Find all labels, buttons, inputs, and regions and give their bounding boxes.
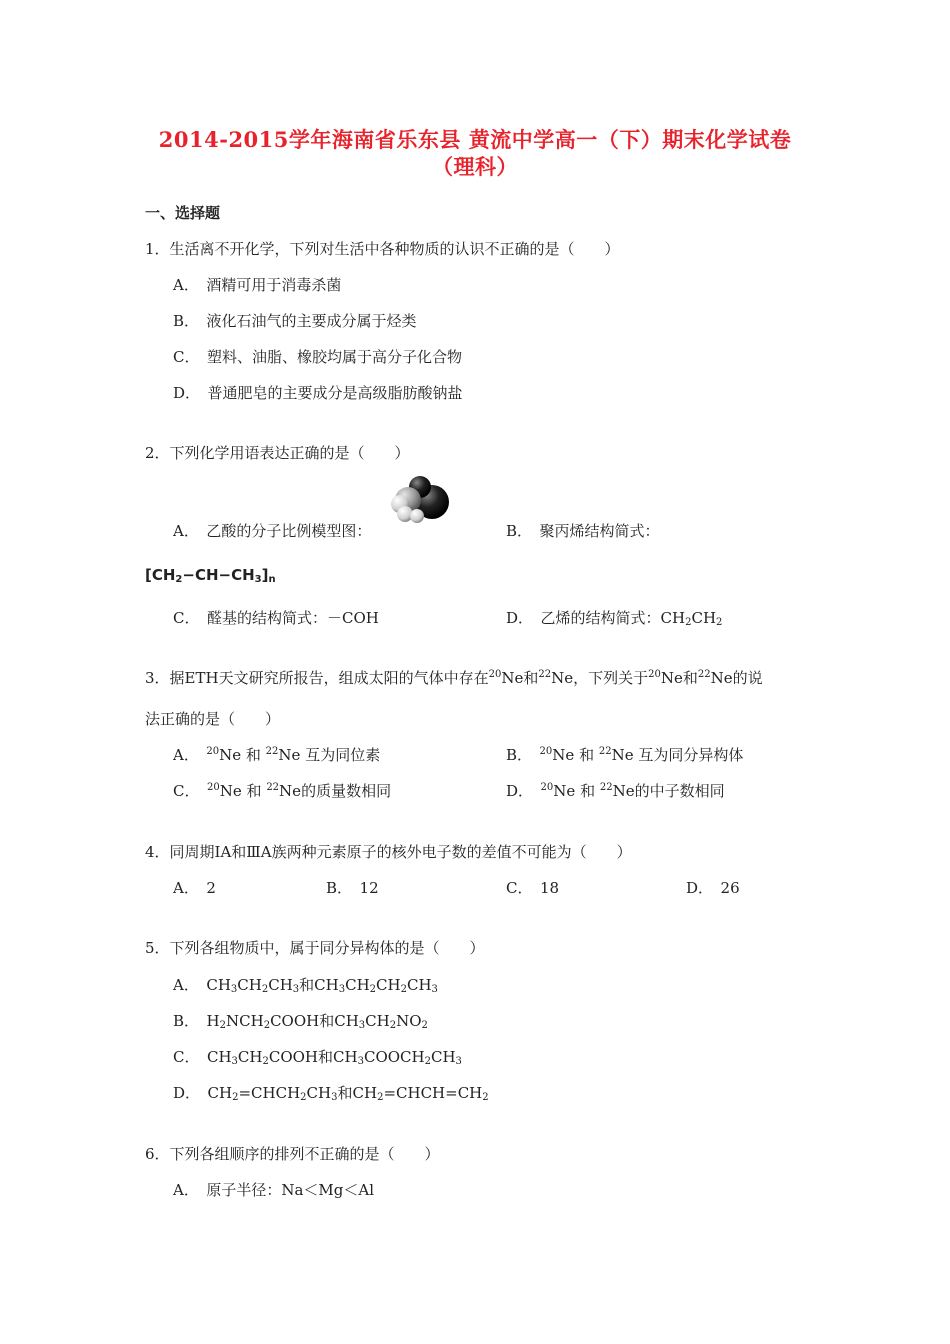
polymer-sub1: 2 [175,574,183,585]
q2-option-d: D． 乙烯的结构简式：$CH_2CH_2$ [506,609,723,628]
q3-stem-line2: 法正确的是（ ） [145,710,281,728]
q2-stem: 2．下列化学用语表达正确的是（ ） [145,444,410,462]
polymer-n: n [268,574,276,585]
q4-stem: 4．同周期ⅠA和ⅢA族两种元素原子的核外电子数的差值不可能为（ ） [145,843,632,861]
q4-option-c: C． 18 [506,879,560,897]
q4-option-a: A． 2 [173,879,216,897]
q3-stem: 3．据ETH天文研究所报告，组成太阳的气体中存在$^{20}$Ne和$^{22}$Ne，下列关于$^{20}$Ne和$^{22}$Ne的说 [145,669,763,687]
q2-option-b: B． 聚丙烯结构简式： [506,522,660,540]
exam-title-line1: 2014-2015学年海南省乐东县 黄流中学高一（下）期末化学试卷 [158,127,792,152]
q4-option-b: B． 12 [326,879,379,897]
q5-option-a: A． $CH_3CH_2CH_3$和$CH_3CH_2CH_2CH_3$ [173,976,438,995]
section-heading: 一、选择题 [145,204,221,222]
q1-option-a: A． 酒精可用于消毒杀菌 [173,276,342,294]
q5-stem: 5．下列各组物质中，属于同分异构体的是（ ） [145,939,485,957]
polypropylene-formula [145,566,276,585]
polymer-ch: CH [151,566,176,584]
q1-stem: 1．生活离不开化学，下列对生活中各种物质的认识不正确的是（ ） [145,240,620,258]
q5-option-b: B． $H_2NCH_2COOH$和$CH_3CH_2NO_2$ [173,1012,428,1031]
polymer-bracket-left: [ [145,566,152,584]
q2-option-a: A． 乙酸的分子比例模型图： [173,522,372,540]
q6-option-a: A． 原子半径：Na＜Mg＜Al [173,1181,374,1199]
polymer-mid: −CH−CH [182,566,255,584]
q1-option-b: B． 液化石油气的主要成分属于烃类 [173,312,417,330]
q3-option-b: B． $^{20}$Ne 和 $^{22}$Ne 互为同分异构体 [506,746,744,764]
acetic-acid-model-image [388,474,456,524]
q1-option-d: D． 普通肥皂的主要成分是高级脂肪酸钠盐 [173,384,463,402]
q3-option-d: D． $^{20}$Ne 和 $^{22}$Ne的中子数相同 [506,782,725,800]
q4-option-d: D． 26 [686,879,740,897]
q5-option-c: C． $CH_3CH_2COOH$和$CH_3COOCH_2CH_3$ [173,1048,462,1067]
polymer-sub2: 3 [254,574,262,585]
polymer-bracket-right: ] [261,566,269,584]
q3-option-c: C． $^{20}$Ne 和 $^{22}$Ne的质量数相同 [173,782,392,800]
exam-title-line2: （理科） [432,154,518,179]
q1-option-c: C． 塑料、油脂、橡胶均属于高分子化合物 [173,348,462,366]
q6-stem: 6．下列各组顺序的排列不正确的是（ ） [145,1145,440,1163]
q5-option-d: D． $CH_2=CHCH_2CH_3$和$CH_2=CHCH=CH_2$ [173,1084,489,1103]
q3-option-a: A． $^{20}$Ne 和 $^{22}$Ne 互为同位素 [173,746,381,764]
q2-option-c: C． 醛基的结构简式：－COH [173,609,379,627]
